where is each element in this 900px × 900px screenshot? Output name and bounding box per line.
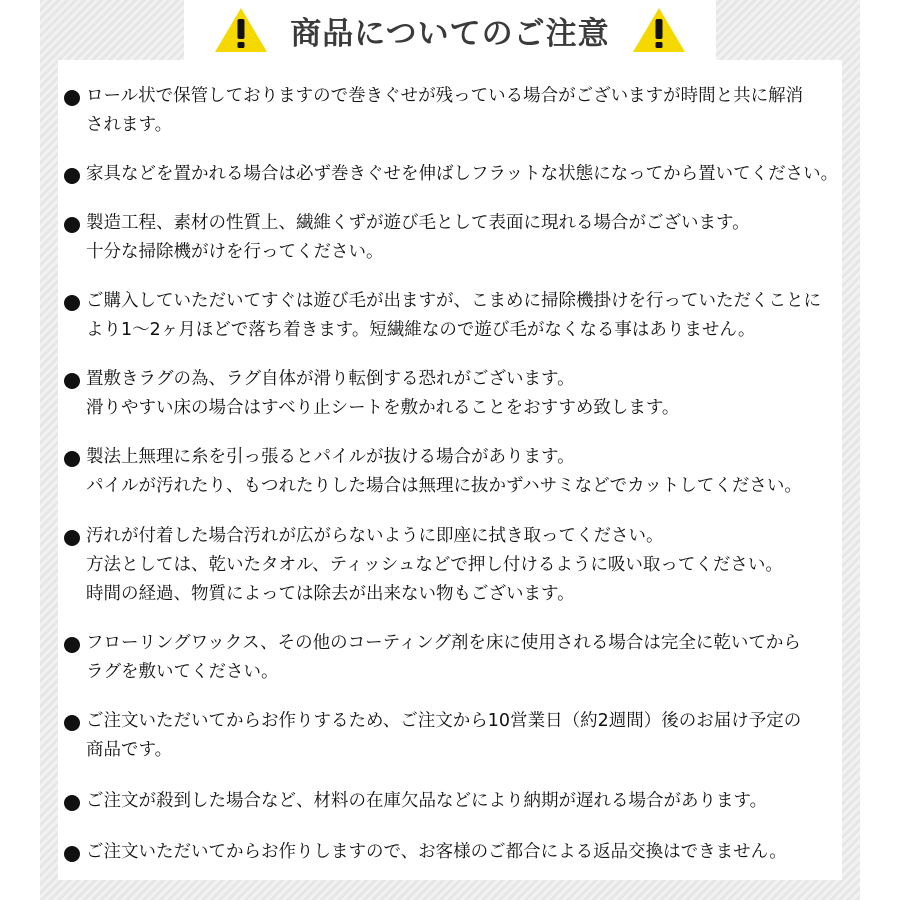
note-text-line: 置敷きラグの為、ラグ自体が滑り転倒する恐れがございます。 — [86, 369, 575, 389]
note-text-line: ご注文が殺到した場合など、材料の在庫欠品などにより納期が遅れる場合があります。 — [86, 791, 768, 811]
bullet-icon — [64, 373, 80, 389]
list-item — [64, 707, 854, 765]
bullet-icon — [64, 795, 80, 811]
list-item — [64, 787, 854, 816]
header — [0, 0, 900, 60]
note-text-line: ご注文いただいてからお作りするため、ご注文から10営業日（約2週間）後のお届け予定の — [86, 711, 802, 731]
bullet-icon — [64, 217, 80, 233]
list-item — [64, 209, 854, 267]
bullet-icon — [64, 715, 80, 731]
page-title: 商品についてのご注意 — [290, 15, 610, 52]
list-item — [64, 522, 854, 609]
list-item — [64, 82, 854, 140]
note-text-line: されます。 — [86, 115, 173, 135]
note-text-line: パイルが汚れたり、もつれたりした場合は無理に抜かずハサミなどでカットしてください。 — [86, 476, 802, 496]
note-text-line: フローリングワックス、その他のコーティング剤を床に使用される場合は完全に乾いてから — [86, 633, 801, 653]
note-text-line: より1〜2ヶ月ほどで落ち着きます。短繊維なので遊び毛がなくなる事はありません。 — [86, 320, 756, 340]
note-text-line: 十分な掃除機がけを行ってください。 — [86, 242, 384, 262]
list-item — [64, 365, 854, 423]
bullet-icon — [64, 846, 80, 862]
note-text-line: 方法としては、乾いたタオル、ティッシュなどで押し付けるように吸い取ってください。 — [86, 555, 783, 575]
note-text-line: ご注文いただいてからお作りしますので、お客様のご都合による返品交換はできません。 — [86, 842, 787, 862]
bullet-icon — [64, 530, 80, 546]
note-text-line: ご購入していただいてすぐは遊び毛が出ますが、こまめに掃除機掛けを行っていただくことに — [86, 291, 821, 311]
bullet-icon — [64, 451, 80, 467]
list-item — [64, 838, 854, 867]
title-bar — [184, 0, 715, 60]
warning-icon — [214, 7, 268, 53]
bullet-icon — [64, 637, 80, 653]
note-text-line: 製造工程、素材の性質上、繊維くずが遊び毛として表面に現れる場合がございます。 — [86, 213, 750, 233]
bullet-icon — [64, 295, 80, 311]
note-text-line: 商品です。 — [86, 740, 173, 760]
bullet-icon — [64, 90, 80, 106]
list-item — [64, 287, 854, 345]
note-text-line: ラグを敷いてください。 — [86, 662, 279, 682]
note-text-line: 汚れが付着した場合汚れが広がらないように即座に拭き取ってください。 — [86, 526, 664, 546]
notes-list — [64, 82, 854, 887]
list-item — [64, 629, 854, 687]
list-item — [64, 443, 854, 501]
list-item — [64, 160, 854, 189]
warning-icon — [632, 7, 686, 53]
bullet-icon — [64, 168, 80, 184]
note-text-line: 時間の経過、物質によっては除去が出来ない物もございます。 — [86, 584, 575, 604]
note-text-line: 製法上無理に糸を引っ張るとパイルが抜ける場合があります。 — [86, 447, 575, 467]
note-text-line: 滑りやすい床の場合はすべり止シートを敷かれることをおすすめ致します。 — [86, 398, 680, 418]
note-text-line: 家具などを置かれる場合は必ず巻きぐせを伸ばしフラットな状態になってから置いてください。 — [86, 164, 839, 184]
note-text-line: ロール状で保管しておりますので巻きぐせが残っている場合がございますが時間と共に解消 — [86, 86, 804, 106]
